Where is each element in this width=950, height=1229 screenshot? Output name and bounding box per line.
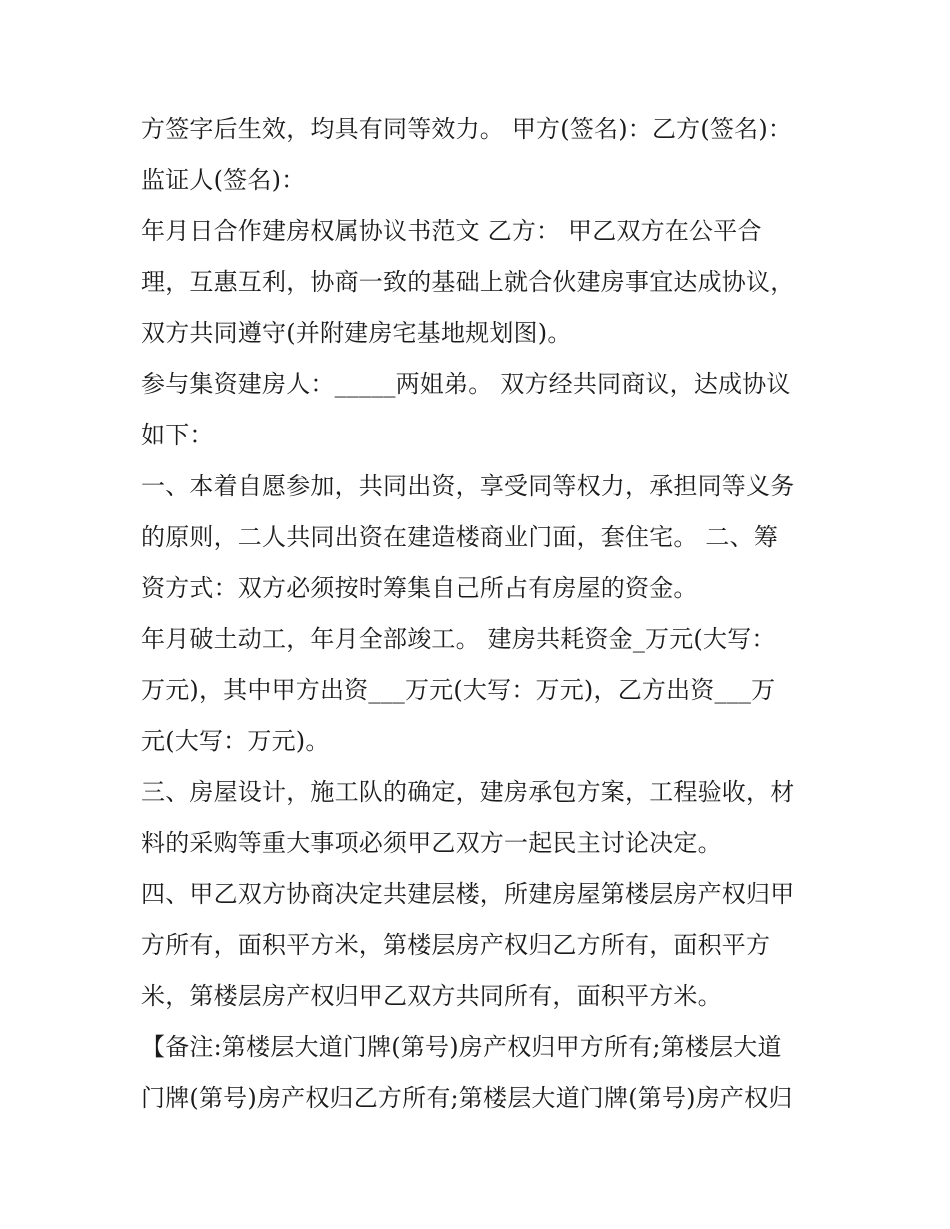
- text-line-9: 的原则，二人共同出资在建造楼商业门面，套住宅。 二、筹: [141, 523, 779, 551]
- text-line-7: 如下：: [141, 421, 214, 449]
- text-line-16: 四、甲乙双方协商决定共建层楼，所建房屋第楼层房产权归甲: [141, 880, 795, 908]
- text-line-14: 三、房屋设计，施工队的确定，建房承包方案，工程验收，材: [141, 778, 795, 806]
- text-line-12: 万元)，其中甲方出资___万元(大写：万元)，乙方出资___万: [141, 676, 776, 704]
- text-line-2: 监证人(签名)：: [141, 166, 306, 194]
- text-line-8: 一、本着自愿参加，共同出资，享受同等权力，承担同等义务: [141, 472, 795, 500]
- text-line-19: 【备注:第楼层大道门牌(第号)房产权归甲方所有;第楼层大道: [141, 1033, 782, 1061]
- text-line-15: 料的采购等重大事项必须甲乙双方一起民主讨论决定。: [141, 829, 722, 857]
- text-line-6: 参与集资建房人：_____两姐弟。 双方经共同商议，达成协议: [141, 370, 791, 398]
- text-line-3: 年月日合作建房权属协议书范文 乙方： 甲乙双方在公平合: [141, 217, 762, 245]
- text-line-4: 理，互惠互利，协商一致的基础上就合伙建房事宜达成协议，: [141, 268, 795, 296]
- text-line-20: 门牌(第号)房产权归乙方所有;第楼层大道门牌(第号)房产权归: [141, 1084, 793, 1112]
- text-line-5: 双方共同遵守(并附建房宅基地规划图)。: [141, 319, 572, 347]
- text-line-10: 资方式：双方必须按时筹集自己所占有房屋的资金。: [141, 574, 698, 602]
- text-line-13: 元(大写：万元)。: [141, 727, 330, 755]
- text-line-11: 年月破土动工，年月全部竣工。 建房共耗资金_万元(大写：: [141, 625, 776, 653]
- text-line-17: 方所有，面积平方米，第楼层房产权归乙方所有，面积平方: [141, 931, 771, 959]
- text-line-1: 方签字后生效，均具有同等效力。 甲方(签名)：乙方(签名)：: [141, 115, 793, 143]
- text-line-18: 米，第楼层房产权归甲乙双方共同所有，面积平方米。: [141, 982, 722, 1010]
- document-page: [141, 104, 831, 1124]
